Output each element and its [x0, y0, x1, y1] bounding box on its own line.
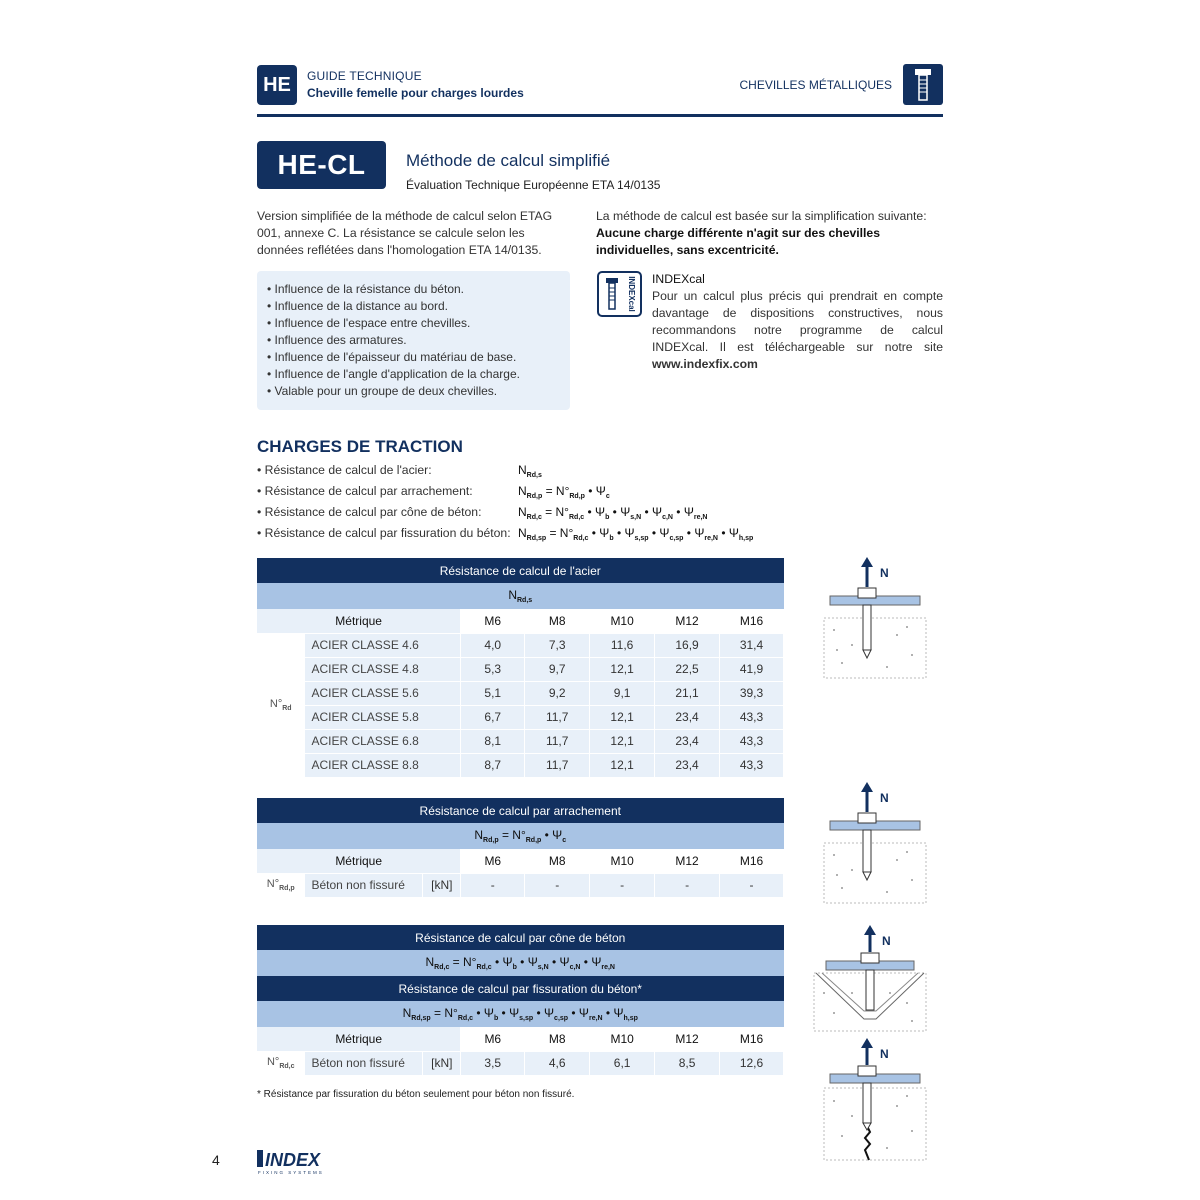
table-cell: 9,2 [525, 681, 590, 705]
table-row [257, 753, 784, 777]
table-cell: 11,7 [525, 705, 590, 729]
splitting-failure-diagram [822, 1036, 928, 1162]
steel-class-label: ACIER CLASSE 5.8 [305, 705, 461, 729]
logo-subtext: FIXING SYSTEMS [258, 1170, 324, 1175]
table-cell: 9,7 [525, 657, 590, 681]
list-item: • Influence de l'épaisseur du matériau de base. [267, 350, 517, 364]
intro-text: Version simplifiée de la méthode de calcul selon ETAG 001, annexe C. La résistance se calcule selon les données reflétées dans l'homologation ETA 14/0135. [257, 209, 553, 257]
table-cell: 12,1 [590, 705, 655, 729]
size-header: M16 [720, 1027, 784, 1051]
table-cell: 23,4 [655, 729, 720, 753]
table-cell: - [590, 873, 655, 897]
formula-row-label: • Résistance de calcul de l'acier: [257, 463, 432, 477]
table-row [257, 1051, 784, 1075]
size-header: M16 [720, 609, 784, 633]
force-label: N [880, 1047, 889, 1061]
list-item: • Influence de l'espace entre chevilles. [267, 316, 471, 330]
steel-class-label: ACIER CLASSE 6.8 [305, 729, 461, 753]
table-cell: 4,0 [461, 633, 525, 657]
size-header: M10 [590, 849, 655, 873]
metric-header: Métrique [257, 609, 461, 633]
index-logo [257, 1147, 347, 1175]
list-item: • Influence de la distance au bord. [267, 299, 448, 313]
table-row [257, 705, 784, 729]
logo-text: INDEX [265, 1150, 321, 1170]
row-label: $N^\circ_{Rd,p}$ [257, 873, 305, 897]
size-header: M12 [655, 1027, 720, 1051]
table-cell: 8,1 [461, 729, 525, 753]
indexcal-block [652, 271, 943, 373]
metric-header: Métrique [257, 1027, 461, 1051]
steel-class-label: ACIER CLASSE 8.8 [305, 753, 461, 777]
table-cell: 23,4 [655, 705, 720, 729]
formula-row-label: • Résistance de calcul par fissuration du béton: [257, 526, 511, 540]
formula-cone: $N_{Rd,c} = N^\circ_{Rd,c}$ • $\Psi_b$ • $\Psi_{s,N}$ • $\Psi_{c,N}$ • $\Psi_{re,N}$ [518, 505, 708, 521]
formula-row-label: • Résistance de calcul par cône de béton: [257, 505, 482, 519]
list-item: • Influence de l'angle d'application de la charge. [267, 367, 520, 381]
table-cell: 12,1 [590, 657, 655, 681]
indexcal-title: INDEXcal [652, 272, 705, 286]
size-header: M8 [525, 609, 590, 633]
table-cell: 7,3 [525, 633, 590, 657]
list-item: • Valable pour un groupe de deux chevilles. [267, 384, 498, 398]
table-cell: 31,4 [720, 633, 784, 657]
indexcal-icon [597, 271, 642, 317]
unit-label: [kN] [423, 873, 461, 897]
table-row [257, 873, 784, 897]
table-row [257, 657, 784, 681]
table-cell: 41,9 [720, 657, 784, 681]
table-title: Résistance de calcul par fissuration du béton* [257, 976, 784, 1001]
table-cell: 4,6 [525, 1051, 590, 1075]
pullout-resistance-table [257, 798, 784, 897]
indexcal-icon-label: INDEXcal [626, 276, 636, 312]
steel-class-label: ACIER CLASSE 4.6 [305, 633, 461, 657]
concrete-label: Béton non fissuré [305, 873, 423, 897]
table-cell: 11,7 [525, 729, 590, 753]
unit-label: [kN] [423, 1051, 461, 1075]
page-title: Méthode de calcul simplifié [406, 151, 611, 170]
table-row [257, 729, 784, 753]
product-badge: HE-CL [257, 141, 386, 189]
steel-failure-diagram [822, 555, 928, 680]
table-formula: $N_{Rd,sp} = N^\circ_{Rd,c}$ • $\Psi_b$ • $\Psi_{s,sp}$ • $\Psi_{c,sp}$ • $\Psi_{re,N}$ • $\Psi_{h,sp}$ [257, 1001, 784, 1027]
simplification-lead: La méthode de calcul est basée sur la simplification suivante: [596, 209, 927, 223]
table-cell: 8,5 [655, 1051, 720, 1075]
size-header: M8 [525, 1027, 590, 1051]
size-header: M8 [525, 849, 590, 873]
table-cell: 9,1 [590, 681, 655, 705]
formula-steel: $N_{Rd,s}$ [518, 463, 542, 479]
size-header: M10 [590, 1027, 655, 1051]
cone-resistance-table [257, 925, 784, 1075]
table-row [257, 633, 784, 657]
table-title: Résistance de calcul de l'acier [257, 558, 784, 583]
force-label: N [880, 791, 889, 805]
table-cell: - [461, 873, 525, 897]
indexcal-text: Pour un calcul plus précis qui prendrait en compte davantage de dispositions constructives, nous recommandons notre programme de calcul INDEXcal. Il est téléchargeable sur notre site [652, 289, 943, 354]
guide-subtitle: Cheville femelle pour charges lourdes [307, 86, 524, 100]
size-header: M16 [720, 849, 784, 873]
cone-failure-diagram [812, 923, 928, 1033]
formula-row-label: • Résistance de calcul par arrachement: [257, 484, 473, 498]
page-number: 4 [212, 1152, 220, 1168]
influence-list [257, 271, 570, 410]
row-label: $N^\circ_{Rd,c}$ [257, 1051, 305, 1075]
pullout-failure-diagram [822, 780, 928, 905]
size-header: M12 [655, 849, 720, 873]
page-subtitle: Évaluation Technique Européenne ETA 14/0135 [406, 178, 661, 192]
steel-class-label: ACIER CLASSE 5.6 [305, 681, 461, 705]
force-label: N [880, 566, 889, 580]
table-cell: - [720, 873, 784, 897]
table-cell: 21,1 [655, 681, 720, 705]
table-cell: 11,6 [590, 633, 655, 657]
list-item: • Influence de la résistance du béton. [267, 282, 464, 296]
section-badge: HE [257, 65, 297, 105]
table-formula: $N_{Rd,s}$ [257, 583, 784, 609]
table-cell: 22,5 [655, 657, 720, 681]
anchor-bolt-icon [903, 64, 943, 105]
table-formula: $N_{Rd,c} = N^\circ_{Rd,c}$ • $\Psi_b$ • $\Psi_{s,N}$ • $\Psi_{c,N}$ • $\Psi_{re,N}$ [257, 950, 784, 976]
table-cell: 43,3 [720, 705, 784, 729]
table-row [257, 681, 784, 705]
table-cell: 43,3 [720, 729, 784, 753]
steel-class-label: ACIER CLASSE 4.8 [305, 657, 461, 681]
table-cell: 11,7 [525, 753, 590, 777]
size-header: M6 [461, 849, 525, 873]
size-header: M10 [590, 609, 655, 633]
table-cell: 8,7 [461, 753, 525, 777]
formula-splitting: $N_{Rd,sp} = N^\circ_{Rd,c}$ • $\Psi_b$ • $\Psi_{s,sp}$ • $\Psi_{c,sp}$ • $\Psi_{re,N}$ • $\Psi_{h,sp}$ [518, 526, 754, 542]
table-title: Résistance de calcul par cône de béton [257, 925, 784, 950]
steel-resistance-table [257, 558, 784, 777]
guide-label: GUIDE TECHNIQUE [307, 69, 422, 83]
row-group-label: $N^\circ_{Rd}$ [257, 633, 305, 777]
concrete-label: Béton non fissuré [305, 1051, 423, 1075]
size-header: M6 [461, 1027, 525, 1051]
table-cell: 5,1 [461, 681, 525, 705]
size-header: M6 [461, 609, 525, 633]
force-label: N [882, 934, 891, 948]
table-cell: 6,1 [590, 1051, 655, 1075]
table-cell: 6,7 [461, 705, 525, 729]
table-cell: 39,3 [720, 681, 784, 705]
indexcal-link[interactable]: www.indexfix.com [652, 357, 758, 371]
table-cell: 12,1 [590, 729, 655, 753]
table-cell: 12,6 [720, 1051, 784, 1075]
header-divider [257, 114, 943, 117]
table-cell: - [655, 873, 720, 897]
table-cell: 12,1 [590, 753, 655, 777]
table-cell: 43,3 [720, 753, 784, 777]
formula-pullout: $N_{Rd,p} = N^\circ_{Rd,p}$ • $\Psi_c$ [518, 484, 610, 500]
table-formula: $N_{Rd,p} = N^\circ_{Rd,p}$ • $\Psi_c$ [257, 823, 784, 849]
table-cell: - [525, 873, 590, 897]
table-cell: 3,5 [461, 1051, 525, 1075]
list-item: • Influence des armatures. [267, 333, 407, 347]
table-cell: 23,4 [655, 753, 720, 777]
table-title: Résistance de calcul par arrachement [257, 798, 784, 823]
table-cell: 5,3 [461, 657, 525, 681]
simplification-text [596, 208, 944, 259]
table-cell: 16,9 [655, 633, 720, 657]
category-label: CHEVILLES MÉTALLIQUES [739, 78, 892, 92]
metric-header: Métrique [257, 849, 461, 873]
section-heading: CHARGES DE TRACTION [257, 437, 463, 456]
size-header: M12 [655, 609, 720, 633]
footnote: * Résistance par fissuration du béton seulement pour béton non fissuré. [257, 1089, 575, 1100]
simplification-bold: Aucune charge différente n'agit sur des chevilles individuelles, sans excentricité. [596, 226, 880, 257]
